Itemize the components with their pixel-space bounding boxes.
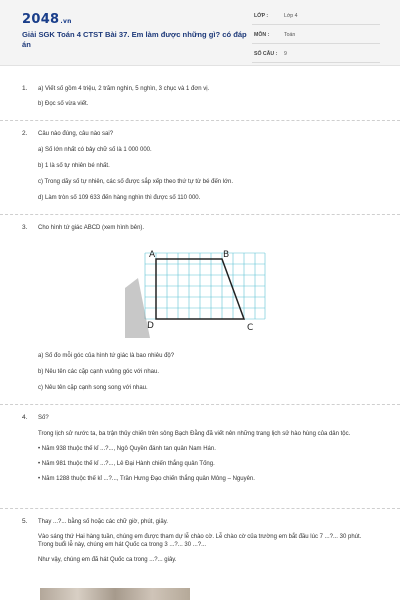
vertex-label-b: B: [223, 250, 230, 260]
divider: [0, 508, 400, 509]
question-line: Câu nào đúng, câu nào sai?: [38, 131, 114, 137]
question-line: b) Nêu tên các cặp cạnh vuông góc với nhau.: [38, 369, 160, 375]
vertex-label-d: D: [147, 321, 154, 331]
question-number: 2.: [22, 130, 28, 137]
divider: [0, 120, 400, 121]
site-logo[interactable]: 2048.vn: [22, 12, 72, 27]
question-line: a) Viết số gồm 4 triệu, 2 trăm nghìn, 5 nghìn, 3 chục và 1 đơn vị.: [38, 86, 210, 92]
meta-row-class: LỚP : Lớp 4: [252, 10, 380, 25]
question-number: 1.: [22, 85, 28, 92]
meta-row-subject: MÔN : Toán: [252, 29, 380, 44]
page-header: [0, 0, 400, 66]
question-line: b) Đọc số vừa viết.: [38, 101, 89, 107]
vertex-label-a: A: [149, 250, 156, 260]
question-line: c) Nêu tên cặp cạnh song song với nhau.: [38, 385, 148, 391]
question-number: 5.: [22, 518, 28, 525]
question-line: Trong lịch sử nước ta, ba trận thủy chiến trên sông Bạch Đằng đã viết nên những trang lịch sử hào hùng của dân tộc.: [38, 431, 351, 437]
question-line: Thay ...?... bằng số hoặc các chữ giờ, phút, giây.: [38, 519, 168, 525]
meta-row-count: SỐ CÂU : 9: [252, 48, 380, 63]
flag-salute-photo: [40, 588, 190, 600]
document-title: Giải SGK Toán 4 CTST Bài 37. Em làm được những gì? có đáp án: [22, 30, 247, 49]
question-line: c) Trong dãy số tự nhiên, các số được sắp xếp theo thứ tự từ bé đến lớn.: [38, 179, 234, 185]
divider: [0, 404, 400, 405]
question-line: • Năm 938 thuộc thế kỉ ...?..., Ngô Quyền đánh tan quân Nam Hán.: [38, 446, 216, 452]
question-line: a) Số lớn nhất có bảy chữ số là 1 000 000.: [38, 147, 152, 153]
question-number: 3.: [22, 224, 28, 231]
divider: [0, 214, 400, 215]
question-line: b) 1 là số tự nhiên bé nhất.: [38, 163, 110, 169]
meta-panel: [252, 10, 380, 67]
question-line: d) Làm tròn số 109 633 đến hàng nghìn thì được số 110 000.: [38, 195, 201, 201]
question-line: Như vậy, chúng em đã hát Quốc ca trong ...?... giây.: [38, 557, 177, 563]
question-line: a) Số đo mỗi góc của hình tứ giác là bao nhiêu độ?: [38, 353, 175, 359]
question-line: • Năm 1288 thuộc thế kỉ ...?..., Trần Hưng Đạo chiến thắng quân Mông – Nguyên.: [38, 476, 255, 482]
quadrilateral-figure: [120, 248, 270, 338]
question-line: • Năm 981 thuộc thế kỉ ...?..., Lê Đại Hành chiến thắng quân Tống.: [38, 461, 215, 467]
question-line: Vào sáng thứ Hai hàng tuần, chúng em được tham dự lễ chào cờ. Lễ chào cờ của trường em bắt đầu lúc 7 ...?... 30 phút. Trong buổi lễ này, chúng em hát Quốc ca trong 3 ...?... 30 ...?...: [38, 534, 362, 548]
vertex-label-c: C: [247, 323, 254, 333]
question-line: Cho hình tứ giác ABCD (xem hình bên).: [38, 225, 145, 231]
question-number: 4.: [22, 414, 28, 421]
grid: [145, 253, 265, 319]
question-line: Số?: [38, 415, 49, 421]
